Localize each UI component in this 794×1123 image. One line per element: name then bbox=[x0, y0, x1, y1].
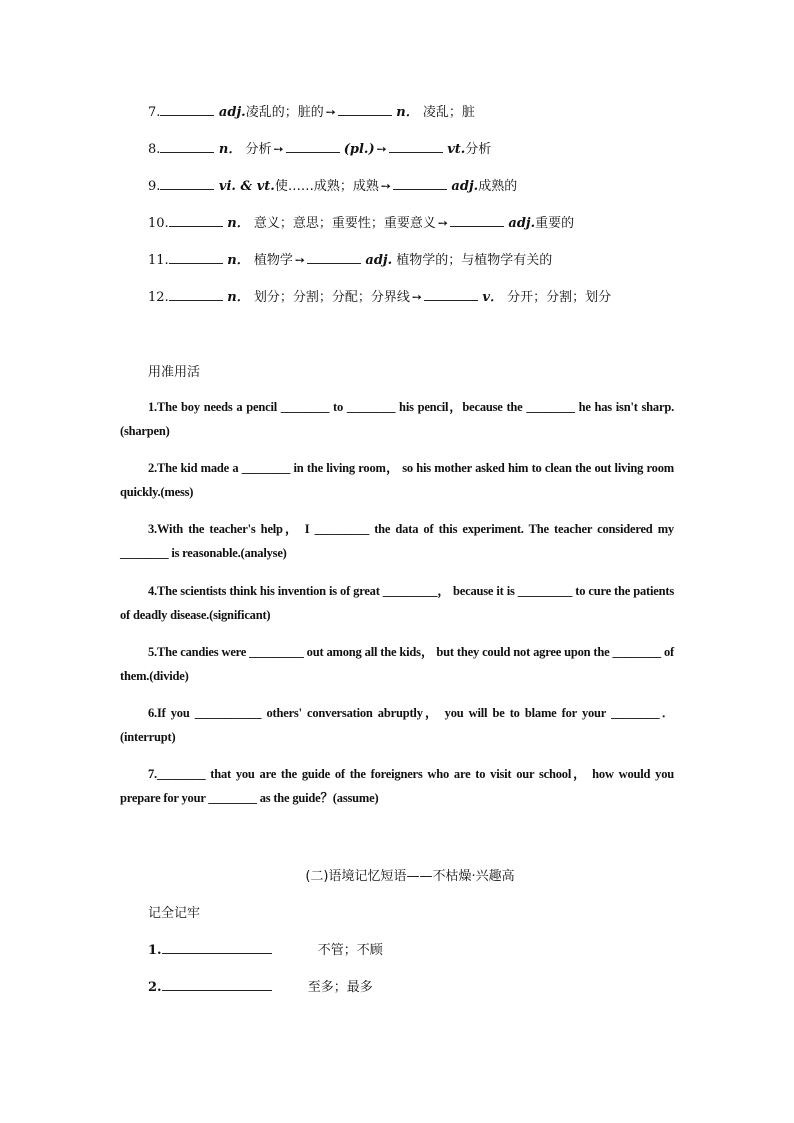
answer-blank[interactable] bbox=[338, 103, 392, 116]
exercise-sentence-2: 2.The kid made a ________ in the living room， so his mother asked him to clean the out living room quickly.(mess) bbox=[120, 461, 674, 499]
item-number: 9. bbox=[148, 179, 161, 194]
part-of-speech: vt. bbox=[442, 142, 466, 157]
part-of-speech: n． bbox=[222, 216, 250, 231]
phrase-line-2 bbox=[148, 976, 373, 995]
definition: 植物学 bbox=[253, 253, 293, 268]
definition: 意义；意思；重要性；重要意义 bbox=[253, 216, 436, 231]
definition: 分析 bbox=[465, 142, 492, 157]
part-of-speech: n． bbox=[214, 142, 242, 157]
definition: 重要的 bbox=[535, 216, 575, 231]
item-number: 11. bbox=[148, 253, 169, 268]
part-of-speech: vi. & vt. bbox=[214, 179, 275, 194]
part-of-speech: adj. bbox=[360, 253, 393, 268]
part-of-speech: adj. bbox=[503, 216, 536, 231]
vocab-line-9 bbox=[148, 175, 517, 194]
vocab-line-10 bbox=[148, 212, 574, 231]
answer-blank[interactable] bbox=[424, 288, 478, 301]
item-number: 2. bbox=[148, 980, 162, 995]
definition: 使……成熟；成熟 bbox=[274, 179, 379, 194]
arrow-icon: ➙ bbox=[376, 142, 387, 156]
vocab-line-7 bbox=[148, 101, 475, 120]
item-number: 1. bbox=[148, 943, 162, 958]
phrase-line-1 bbox=[148, 939, 383, 958]
item-number: 10. bbox=[148, 216, 169, 231]
definition: 划分；分割；分配；分界线 bbox=[253, 290, 410, 305]
definition: 分开；分割；划分 bbox=[507, 290, 612, 305]
answer-blank[interactable] bbox=[160, 103, 214, 116]
answer-blank[interactable] bbox=[286, 140, 340, 153]
arrow-icon: ➙ bbox=[294, 253, 305, 267]
arrow-icon: ➙ bbox=[380, 179, 391, 193]
answer-blank[interactable] bbox=[450, 214, 504, 227]
section-heading-practice: 用准用活 bbox=[148, 365, 201, 380]
item-number: 7. bbox=[148, 105, 161, 120]
answer-blank[interactable] bbox=[160, 140, 214, 153]
answer-blank[interactable] bbox=[169, 288, 223, 301]
exercise-sentence-1: 1.The boy needs a pencil ________ to ________ his pencil，because the ________ he has isn't sharp.(sharpen) bbox=[120, 400, 674, 438]
section-heading-memorize: 记全记牢 bbox=[148, 906, 201, 921]
item-number: 12. bbox=[148, 290, 169, 305]
answer-blank[interactable] bbox=[160, 177, 214, 190]
part-of-speech: v． bbox=[477, 290, 503, 305]
answer-blank[interactable] bbox=[169, 251, 223, 264]
vocab-line-11 bbox=[148, 249, 552, 268]
arrow-icon: ➙ bbox=[325, 105, 336, 119]
definition: 至多；最多 bbox=[307, 980, 373, 995]
answer-blank[interactable] bbox=[307, 251, 361, 264]
vocab-line-8 bbox=[148, 138, 491, 157]
definition: 凌乱；脏 bbox=[422, 105, 475, 120]
part-of-speech: adj. bbox=[446, 179, 479, 194]
arrow-icon: ➙ bbox=[437, 216, 448, 230]
exercise-sentence-5: 5.The candies were _________ out among all the kids， but they could not agree upon the ________ of them.(divide) bbox=[120, 645, 674, 683]
part-of-speech: adj. bbox=[214, 105, 246, 120]
answer-blank[interactable] bbox=[393, 177, 447, 190]
exercise-sentence-7: 7.________ that you are the guide of the foreigners who are to visit our school， how would you prepare for your ________ as the guide？(assume) bbox=[120, 767, 674, 805]
definition: 不管；不顾 bbox=[317, 943, 383, 958]
exercise-sentence-3: 3.With the teacher's help， I _________ the data of this experiment. The teacher considered my ________ is reasonable.(analyse) bbox=[120, 522, 674, 560]
plural-label: (pl.) bbox=[343, 142, 375, 157]
part-of-speech: n． bbox=[222, 253, 250, 268]
answer-blank[interactable] bbox=[162, 941, 272, 954]
part-of-speech: n． bbox=[391, 105, 419, 120]
exercise-sentence-4: 4.The scientists think his invention is of great _________， because it is _________ to cure the patients of deadly disease.(significant) bbox=[120, 584, 674, 622]
answer-blank[interactable] bbox=[389, 140, 443, 153]
arrow-icon: ➙ bbox=[411, 290, 422, 304]
definition: 凌乱的；脏的 bbox=[245, 105, 324, 120]
answer-blank[interactable] bbox=[169, 214, 223, 227]
definition: 成熟的 bbox=[478, 179, 518, 194]
answer-blank[interactable] bbox=[162, 978, 272, 991]
section-title-phrases: (二)语境记忆短语——不枯燥·兴趣高 bbox=[305, 869, 515, 884]
vocab-line-12 bbox=[148, 286, 611, 305]
arrow-icon: ➙ bbox=[273, 142, 284, 156]
item-number: 8. bbox=[148, 142, 161, 157]
exercise-sentence-6: 6.If you ___________ others' conversation abruptly， you will be to blame for your ________． (interrupt) bbox=[120, 706, 674, 744]
part-of-speech: n． bbox=[222, 290, 250, 305]
definition: 分析 bbox=[245, 142, 272, 157]
definition: 植物学的；与植物学有关的 bbox=[392, 253, 553, 268]
